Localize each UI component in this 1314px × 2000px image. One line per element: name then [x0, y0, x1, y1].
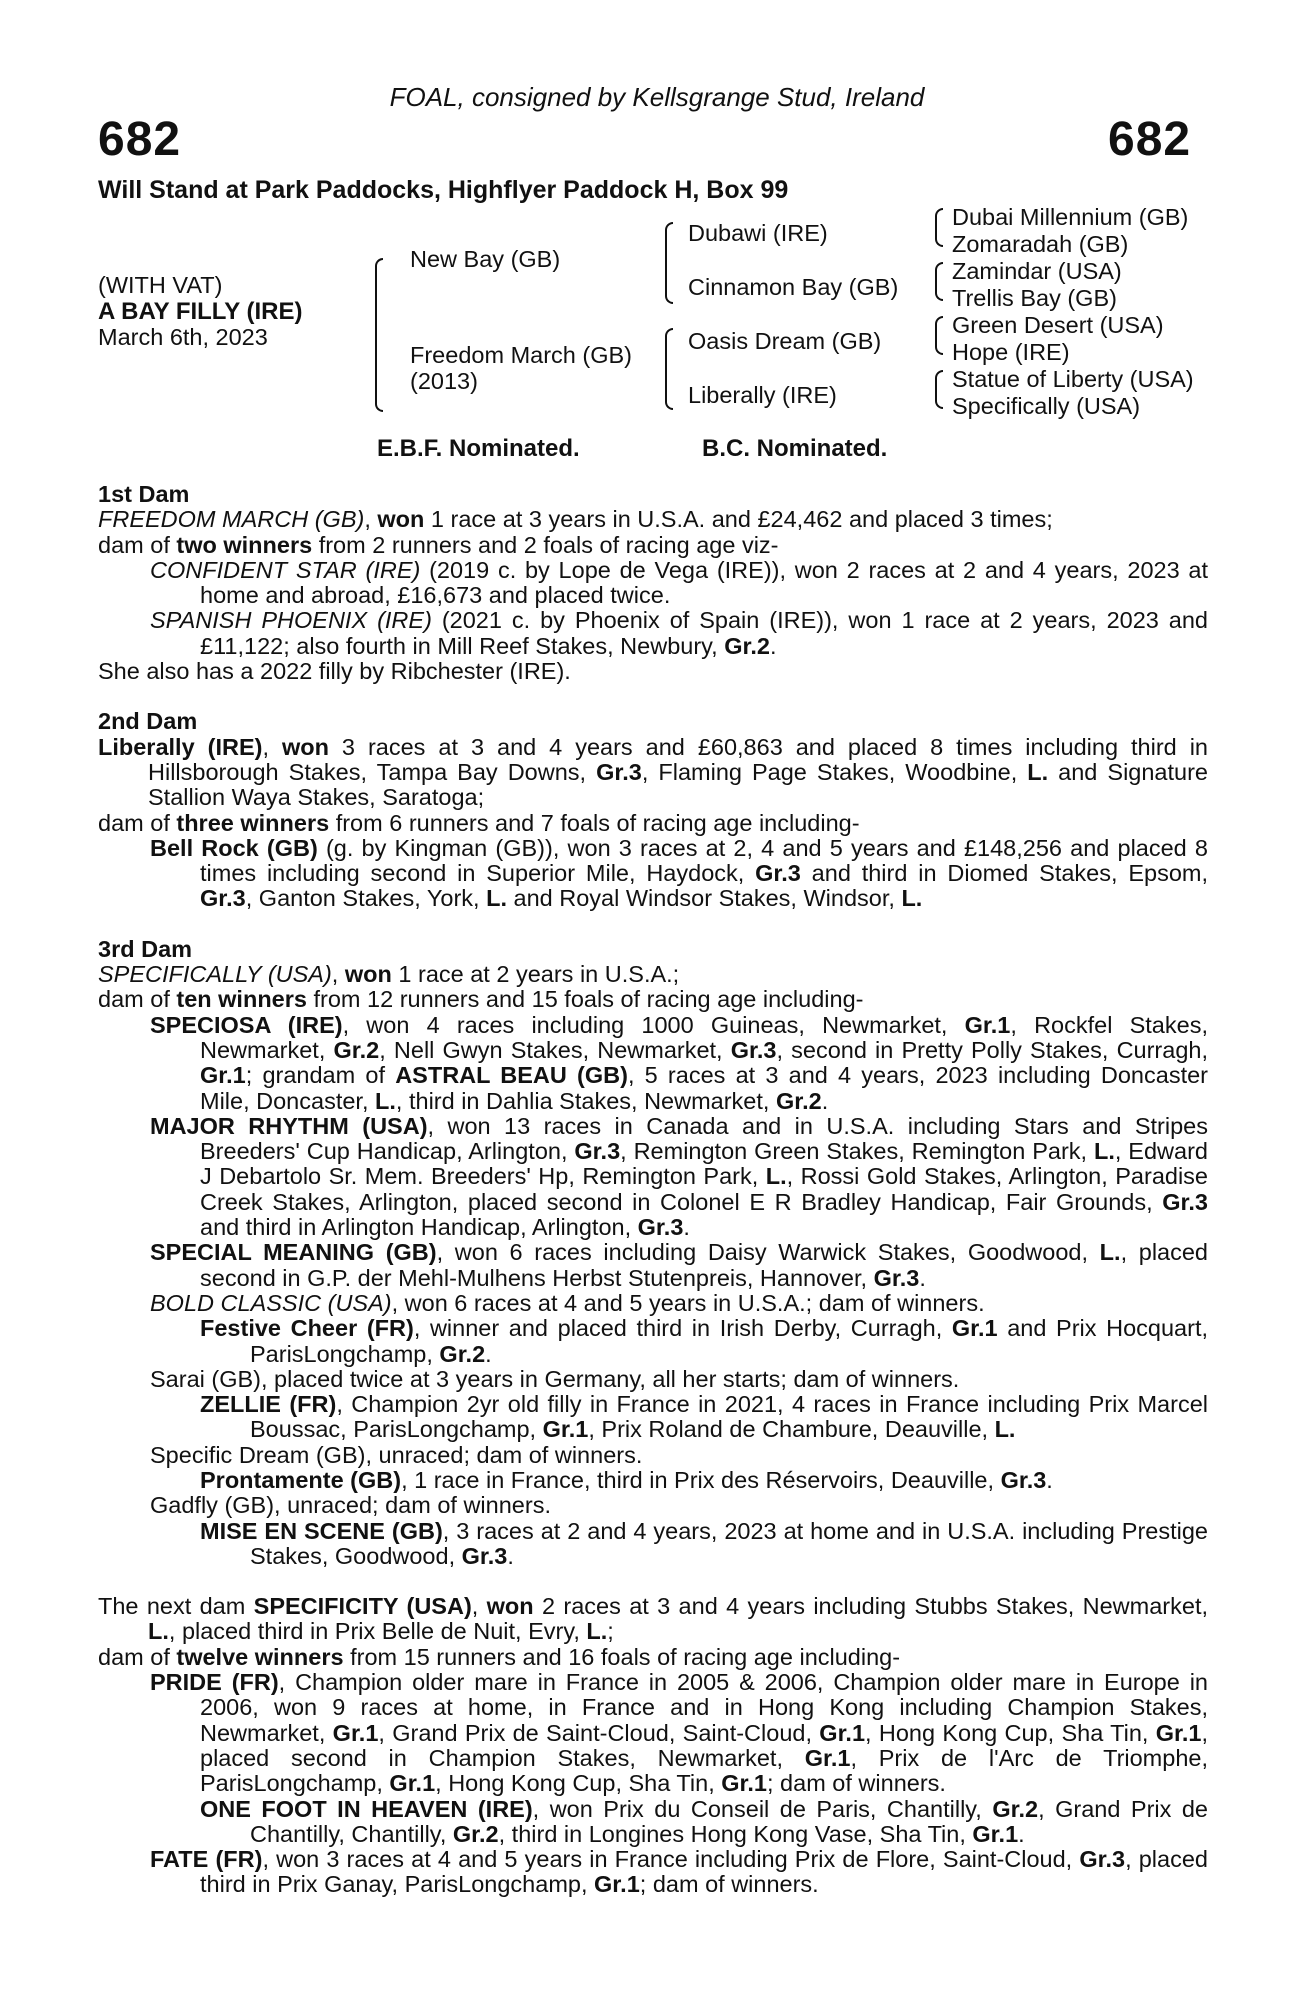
produce-note: She also has a 2022 filly by Ribchester (IRE).	[98, 658, 571, 685]
bc-nomination: B.C. Nominated.	[702, 435, 888, 462]
progeny-entry: Specific Dream (GB), unraced; dam of winners.	[150, 1441, 643, 1468]
gen3-ancestor: Zamindar (USA)	[952, 258, 1122, 284]
catalogue-body	[98, 482, 1208, 1898]
produce-summary: dam of twelve winners from 15 runners and 16 foals of racing age including-	[98, 1643, 901, 1670]
progeny-entry: Bell Rock (GB) (g. by Kingman (GB)), won 3 races at 2, 4 and 5 years and £148,256 and placed 8 times including second in Superior Mile, Haydock, Gr.3 and third in Diomed Stakes, Epsom, Gr.3, Ganton Stakes, York, L. and Royal Windsor Stakes, Windsor, L.	[150, 834, 1209, 912]
dam-record: SPECIFICALLY (USA), won 1 race at 2 years in U.S.A.;	[98, 961, 680, 988]
pedigree-brace	[375, 258, 383, 412]
produce-summary: dam of three winners from 6 runners and 7 foals of racing age including-	[98, 809, 860, 836]
dam: Freedom March (GB)	[410, 342, 632, 368]
pedigree-brace	[935, 208, 943, 247]
progeny-entry: Gadfly (GB), unraced; dam of winners.	[150, 1492, 551, 1519]
progeny-entry: MAJOR RHYTHM (USA), won 13 races in Canada and in U.S.A. including Stars and Stripes Breeders' Cup Handicap, Arlington, Gr.3, Remington Green Stakes, Remington Park, L., Edward J Debartolo Sr. Mem. Breeders' Hp, Remington Park, L., Rossi Gold Stakes, Arlington, Paradise Creek Stakes, Arlington, placed second in Colonel E R Bradley Handicap, Fair Grounds, Gr.3 and third in Arlington Handicap, Arlington, Gr.3.	[150, 1112, 1208, 1241]
pedigree-brace	[935, 370, 943, 409]
gen3-ancestor: Hope (IRE)	[952, 339, 1070, 365]
gen3-ancestor: Trellis Bay (GB)	[952, 285, 1117, 311]
progeny-entry: PRIDE (FR), Champion older mare in France in 2005 & 2006, Champion older mare in Europe in 2006, won 9 races at home, in France and in Hong Kong including Champion Stakes, Newmarket, Gr.1, Grand Prix de Saint-Cloud, Saint-Cloud, Gr.1, Hong Kong Cup, Sha Tin, Gr.1, placed second in Champion Stakes, Newmarket, Gr.1, Prix de l'Arc de Triomphe, ParisLongchamp, Gr.1, Hong Kong Cup, Sha Tin, Gr.1; dam of winners.	[150, 1669, 1209, 1797]
consignment-line: FOAL, consigned by Kellsgrange Stud, Ireland	[389, 82, 925, 112]
next-dam-record: The next dam SPECIFICITY (USA), won 2 races at 3 and 4 years including Stubbs Stakes, Newmarket, L., placed third in Prix Belle de Nuit, Evry, L.;	[98, 1593, 1209, 1645]
pedigree-brace	[665, 328, 673, 410]
dam-record: Liberally (IRE), won 3 races at 3 and 4 years and £60,863 and placed 8 times including third in Hillsborough Stakes, Tampa Bay Downs, Gr.3, Flaming Page Stakes, Woodbine, L. and Signature Stallion Waya Stakes, Saratoga;	[98, 733, 1208, 811]
lot-title: A BAY FILLY (IRE)	[98, 298, 303, 325]
ebf-nomination: E.B.F. Nominated.	[377, 435, 580, 462]
dam-year: (2013)	[410, 368, 478, 394]
gen3-ancestor: Specifically (USA)	[952, 393, 1141, 419]
gen3-ancestor: Statue of Liberty (USA)	[952, 366, 1194, 392]
produce-summary: dam of two winners from 2 runners and 2 foals of racing age viz-	[98, 531, 779, 558]
lot-number: 682	[98, 113, 182, 166]
grand-progeny-entry: Festive Cheer (FR), winner and placed third in Irish Derby, Curragh, Gr.1 and Prix Hocquart, ParisLongchamp, Gr.2.	[200, 1315, 1208, 1367]
pedigree-brace	[935, 262, 943, 301]
sire-dam: Cinnamon Bay (GB)	[688, 274, 899, 300]
grand-progeny-entry: ZELLIE (FR), Champion 2yr old filly in France in 2021, 4 races in France including Prix Marcel Boussac, ParisLongchamp, Gr.1, Prix Roland de Chambure, Deauville, L.	[200, 1391, 1208, 1443]
gen3-ancestor: Zomaradah (GB)	[952, 231, 1129, 257]
section-heading: 2nd Dam	[98, 708, 198, 735]
lot-number: 682	[1108, 113, 1192, 166]
grand-progeny-entry: ONE FOOT IN HEAVEN (IRE), won Prix du Conseil de Paris, Chantilly, Gr.2, Grand Prix de Chantilly, Chantilly, Gr.2, third in Longines Hong Kong Vase, Sha Tin, Gr.1.	[200, 1795, 1209, 1847]
progeny-entry: FATE (FR), won 3 races at 4 and 5 years in France including Prix de Flore, Saint-Cloud, Gr.3, placed third in Prix Ganay, ParisLongchamp, Gr.1; dam of winners.	[150, 1846, 1208, 1898]
progeny-entry: SPECIOSA (IRE), won 4 races including 1000 Guineas, Newmarket, Gr.1, Rockfel Stakes, Newmarket, Gr.2, Nell Gwyn Stakes, Newmarket, Gr.3, second in Pretty Polly Stakes, Curragh, Gr.1; grandam of ASTRAL BEAU (GB), 5 races at 3 and 4 years, 2023 including Doncaster Mile, Doncaster, L., third in Dahlia Stakes, Newmarket, Gr.2.	[150, 1011, 1209, 1114]
section-heading: 1st Dam	[98, 481, 190, 507]
dam-dam: Liberally (IRE)	[688, 382, 837, 408]
gen3-ancestor: Green Desert (USA)	[952, 312, 1164, 338]
stand-location: Will Stand at Park Paddocks, Highflyer Paddock H, Box 99	[98, 176, 789, 204]
progeny-entry: SPECIAL MEANING (GB), won 6 races including Daisy Warwick Stakes, Goodwood, L., placed second in G.P. der Mehl-Mulhens Herbst Stutenpreis, Hannover, Gr.3.	[150, 1239, 1208, 1291]
progeny-entry: SPANISH PHOENIX (IRE) (2021 c. by Phoenix of Spain (IRE)), won 1 race at 2 years, 2023 and £11,122; also fourth in Mill Reef Stakes, Newbury, Gr.2.	[150, 607, 1208, 659]
produce-summary: dam of ten winners from 12 runners and 15 foals of racing age including-	[98, 986, 864, 1013]
foaling-date: March 6th, 2023	[98, 324, 268, 350]
sire-sire: Dubawi (IRE)	[688, 220, 828, 246]
progeny-entry: BOLD CLASSIC (USA), won 6 races at 4 and 5 years in U.S.A.; dam of winners.	[150, 1289, 985, 1316]
grand-progeny-entry: MISE EN SCENE (GB), 3 races at 2 and 4 years, 2023 at home and in U.S.A. including Prestige Stakes, Goodwood, Gr.3.	[200, 1517, 1208, 1569]
sire: New Bay (GB)	[410, 246, 561, 272]
gen3-ancestor: Dubai Millennium (GB)	[952, 204, 1189, 230]
pedigree-brace	[665, 222, 673, 304]
grand-progeny-entry: Prontamente (GB), 1 race in France, third in Prix des Réservoirs, Deauville, Gr.3.	[200, 1466, 1053, 1493]
dam-sire: Oasis Dream (GB)	[688, 328, 882, 354]
section-heading: 3rd Dam	[98, 935, 193, 962]
vat-note: (WITH VAT)	[98, 272, 223, 298]
dam-record: FREEDOM MARCH (GB), won 1 race at 3 years in U.S.A. and £24,462 and placed 3 times;	[98, 506, 1053, 533]
pedigree-brace	[935, 316, 943, 355]
progeny-entry: CONFIDENT STAR (IRE) (2019 c. by Lope de Vega (IRE)), won 2 races at 2 and 4 years, 2023 at home and abroad, £16,673 and placed twice.	[150, 556, 1209, 609]
progeny-entry: Sarai (GB), placed twice at 3 years in Germany, all her starts; dam of winners.	[150, 1365, 960, 1392]
